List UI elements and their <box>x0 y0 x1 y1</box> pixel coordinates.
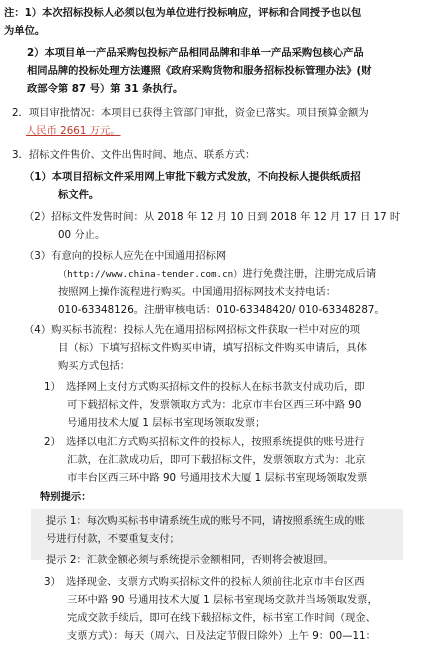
method-3-line-3: 完成交款手续后，即可在线下载招标文件，标书室工作时间（现金、 <box>67 612 376 624</box>
item-1-line-2: 标文件。 <box>58 189 100 201</box>
item-2 <box>24 208 421 244</box>
note-2 <box>27 44 421 98</box>
item-4-line-3: 购买方式包括： <box>58 360 131 372</box>
note-2-line-2: 相同品牌的投标处理方法遵照《政府采购货物和服务招标投标管理办法》(财 <box>27 65 372 77</box>
note-1-line-2: 为单位。 <box>4 25 46 37</box>
item-2-line-1: （2）招标文件发售时间：从 2018 年 12 月 10 日到 2018 年 12 月 17 日 17 时 <box>24 211 401 223</box>
note-2-line-3: 政部令第 87 号）第 31 条执行。 <box>27 83 184 95</box>
item-3 <box>24 247 421 319</box>
method-2-line-2: 汇款，在汇款成功后，即可下载招标文件，发票领取方式为：北京 <box>67 454 366 466</box>
method-1-line-1: 1） 选择网上支付方式购买招标文件的投标人在标书款支付成功后，即 <box>44 381 365 393</box>
item-3-phones: 010-63348126。注册审核电话：010-63348420/ 010-63348287。 <box>58 304 385 316</box>
method-3-line-1: 3） 选择现金、支票方式购买招标文件的投标人须前往北京市丰台区西 <box>44 576 365 588</box>
item-3-line-3: 按照网上操作流程进行购买。中国通用招标网技术支持电话： <box>58 286 337 298</box>
section-2-approval <box>12 104 421 140</box>
item-1 <box>24 168 421 204</box>
note-1 <box>4 4 421 40</box>
item-4 <box>24 321 421 375</box>
method-1-line-2: 可下载招标文件，发票领取方式为：北京市丰台区西三环中路 90 <box>67 399 362 411</box>
section-3-title: 3．招标文件售价、文件出售时间、地点、联系方式： <box>12 149 256 161</box>
method-2-line-1: 2） 选择以电汇方式购买招标文件的投标人，按照系统提供的账号进行 <box>44 436 365 448</box>
tip-1 <box>46 512 421 548</box>
method-1-online <box>44 378 421 432</box>
method-3-cash <box>44 573 421 645</box>
tip-2: 提示 2：汇款金额必须与系统提示金额相同，否则将会被退回。 <box>46 554 334 566</box>
method-1-line-3: 号通用技术大厦 1 层标书室现场领取发票； <box>67 417 266 429</box>
item-4-line-1: （4）购买标书流程：投标人先在通用招标网招标文件获取一栏中对应的项 <box>24 324 361 336</box>
method-3-line-4: 支票方式）：每天（周六、日及法定节假日除外）上午 9：00—11： <box>67 630 376 642</box>
special-tips-title: 特别提示： <box>40 491 92 503</box>
method-2-wire <box>44 433 421 487</box>
tip-1-line-1: 提示 1：每次购买标书申请系统生成的账号不同，请按照系统生成的账 <box>46 515 365 527</box>
note-2-line-1: 2）本项目单一产品采购包投标产品相同品牌和非单一产品采购包核心产品 <box>27 47 364 59</box>
note-1-line-1: 注：1）本次招标投标人必须以包为单位进行投标响应，评标和合同授予也以包 <box>4 7 362 19</box>
method-3-line-2: 三环中路 90 号通用技术大厦 1 层标书室现场交款并当场领取发票， <box>67 594 378 606</box>
item-3-line-1: （3）有意向的投标人应先在中国通用招标网 <box>24 250 227 262</box>
item-4-line-2: 目（标）下填写招标文件购买申请，填写招标文件购买申请后，具体 <box>58 342 367 354</box>
budget-amount: 人民币 2661 万元。 <box>26 125 121 137</box>
section-3-heading <box>12 146 421 164</box>
method-2-line-3: 市丰台区西三环中路 90 号通用技术大厦 1 层标书室现场领取发票 <box>67 472 368 484</box>
section-2-line-1: 2．项目审批情况：本项目已获得主管部门审批，资金已落实。项目预算金额为 <box>12 107 369 119</box>
tip-1-line-2: 号进行付款，不要重复支付； <box>46 533 180 545</box>
item-1-line-1: （1）本项目招标文件采用网上审批下载方式发放，不向投标人提供纸质招 <box>24 171 361 183</box>
website-url: （http://www.china-tender.com.cn） <box>58 269 243 280</box>
item-3-line-2: 进行免费注册，注册完成后请 <box>242 268 377 280</box>
item-2-line-2: 00 分止。 <box>58 229 106 241</box>
